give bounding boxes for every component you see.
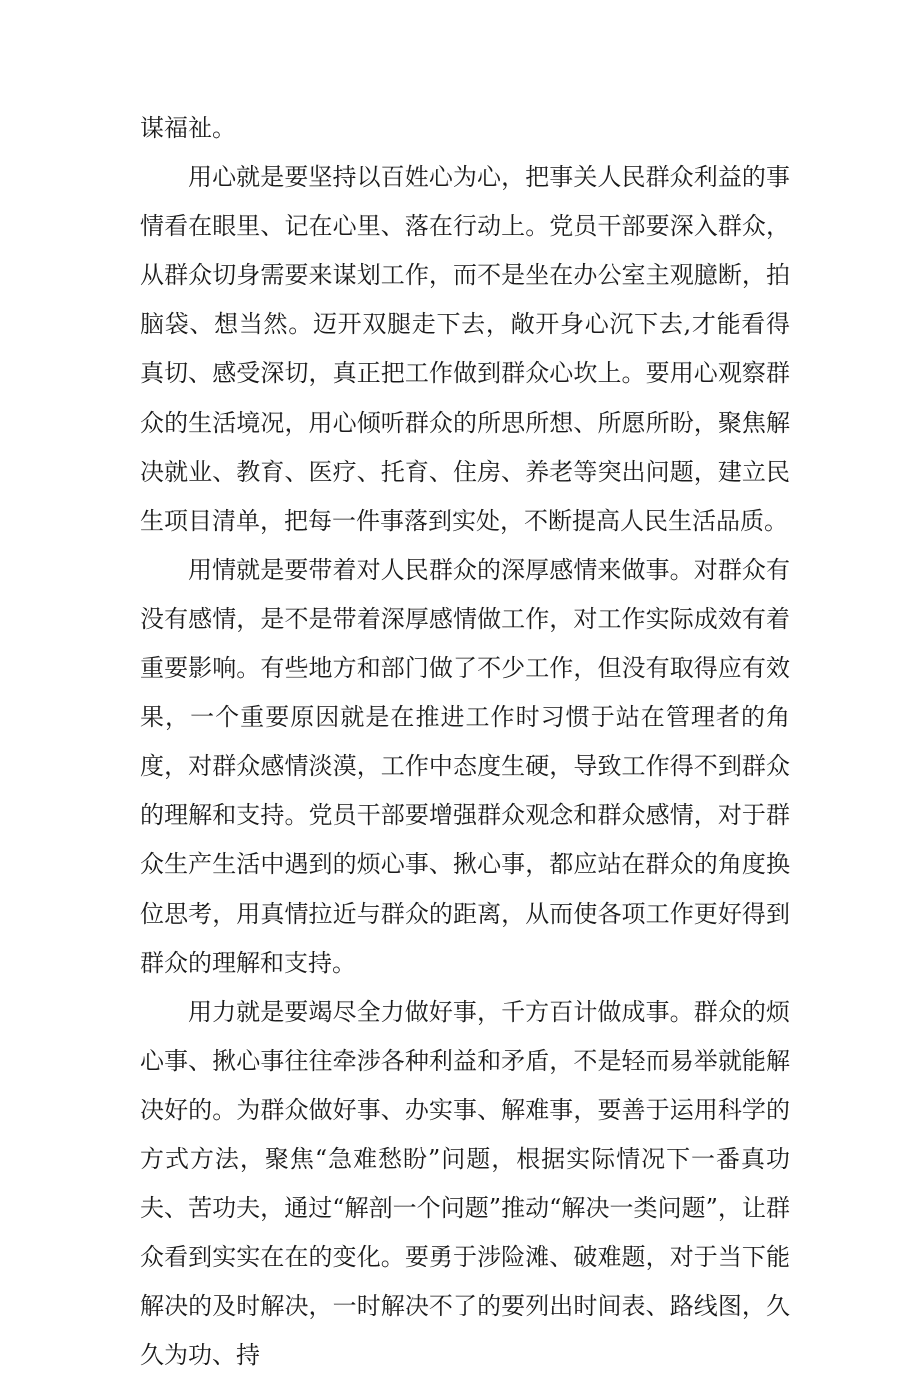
paragraph-continuation: 谋福祉。 (140, 114, 236, 142)
body-text (140, 104, 790, 1380)
paragraph-yongqing: 用情就是要带着对人民群众的深厚感情来做事。对群众有没有感情，是不是带着深厚感情做工作，对工作实际成效有着重要影响。有些地方和部门做了不少工作，但没有取得应有效果，一个重要原因就是在推进工作时习惯于站在管理者的角度，对群众感情淡漠，工作中态度生硬，导致工作得不到群众的理解和支持。党员干部要增强群众观念和群众感情，对于群众生产生活中遇到的烦心事、揪心事，都应站在群众的角度换位思考，用真情拉近与群众的距离，从而使各项工作更好得到群众的理解和支持。 (140, 555, 790, 977)
paragraph-yongli: 用力就是要竭尽全力做好事，千方百计做成事。群众的烦心事、揪心事往往牵涉各种利益和矛盾，不是轻而易举就能解决好的。为群众做好事、办实事、解难事，要善于运用科学的方式方法，聚焦“急难愁盼”问题，根据实际情况下一番真功夫、苦功夫，通过“解剖一个问题”推动“解决一类问题”，让群众看到实实在在的变化。要勇于涉险滩、破难题，对于当下能解决的及时解决，一时解决不了的要列出时间表、路线图，久久为功、持 (140, 997, 790, 1370)
paragraph-yongxin: 用心就是要坚持以百姓心为心，把事关人民群众利益的事情看在眼里、记在心里、落在行动上。党员干部要深入群众，从群众切身需要来谋划工作，而不是坐在办公室主观臆断，拍脑袋、想当然。迈开双腿走下去，敞开身心沉下去,才能看得真切、感受深切，真正把工作做到群众心坎上。要用心观察群众的生活境况，用心倾听群众的所思所想、所愿所盼，聚焦解决就业、教育、医疗、托育、住房、养老等突出问题，建立民生项目清单，把每一件事落到实处，不断提高人民生活品质。 (140, 163, 790, 535)
